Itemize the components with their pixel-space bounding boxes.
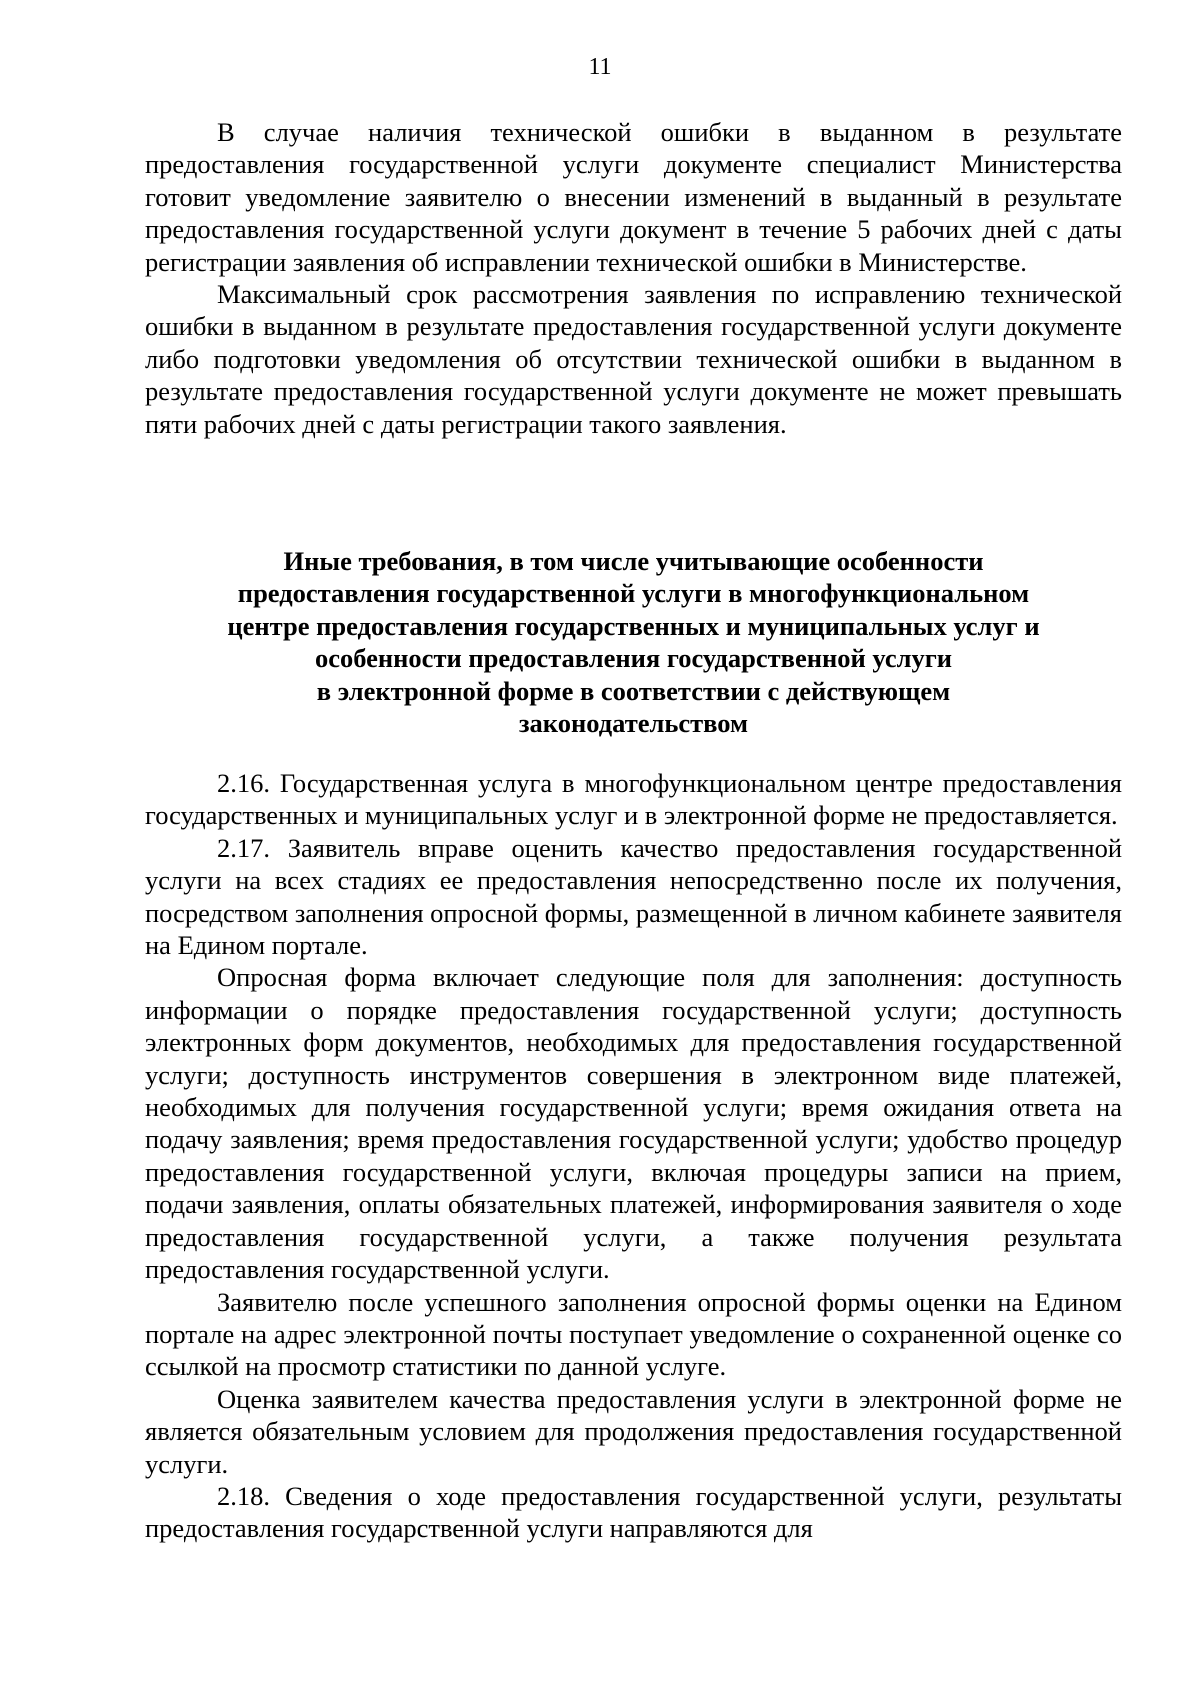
paragraph-2-18: 2.18. Сведения о ходе предоставления государственной услуги, результаты предоставления государственной услуги направляются для [145, 1480, 1122, 1544]
section-heading-line: в электронной форме в соответствии с действующем [316, 675, 951, 706]
section-heading-line: особенности предоставления государственной услуги [314, 643, 953, 674]
paragraph-2-17: 2.17. Заявитель вправе оценить качество предоставления государственной услуги на всех стадиях ее предоставления непосредственно после их получения, посредством заполнения опросной формы, размещенной в личном кабинете заявителя на Едином портале. [145, 832, 1122, 961]
bottom-text-block [145, 767, 1122, 1545]
paragraph-technical-error-notice: В случае наличия технической ошибки в выданном в результате предоставления государственной услуги документе специалист Министерства готовит уведомление заявителю о внесении изменений в выданный в результате предоставления государственной услуги документ в течение 5 рабочих дней с даты регистрации заявления об исправлении технической ошибки в Министерстве. [145, 117, 1122, 277]
paragraph-survey-form: Опросная форма включает следующие поля для заполнения: доступность информации о порядке предоставления государственной услуги; доступность электронных форм документов, необходимых для предоставления государственной услуги; доступность инструментов совершения в электронном виде платежей, необходимых для получения государственной услуги; время ожидания ответа на подачу заявления; время предоставления государственной услуги; удобство процедур предоставления государственной услуги, включая процедуры записи на прием, подачи заявления, оплаты обязательных платежей, информирования заявителя о ходе предоставления государственной услуги, а также получения результата предоставления государственной услуги. [145, 962, 1122, 1285]
page-number: 11 [588, 54, 612, 80]
paragraph-max-review-period: Максимальный срок рассмотрения заявления по исправлению технической ошибки в выданном в результате предоставления государственной услуги документе либо подготовки уведомления об отсутствии технической ошибки в выданном в результате предоставления государственной услуги документе не может превышать пяти рабочих дней с даты регистрации такого заявления. [145, 279, 1122, 439]
paragraph-notification: Заявителю после успешного заполнения опросной формы оценки на Едином портале на адрес электронной почты поступает уведомление о сохраненной оценке со ссылкой на просмотр статистики по данной услуге. [145, 1286, 1122, 1382]
paragraph-evaluation-optional: Оценка заявителем качества предоставления услуги в электронной форме не является обязательным условием для продолжения предоставления государственной услуги. [145, 1383, 1122, 1479]
section-heading-line: центре предоставления государственных и муниципальных услуг и [227, 610, 1040, 641]
section-heading-line: Иные требования, в том числе учитывающие особенности [283, 546, 984, 576]
top-text-block [145, 116, 1122, 440]
section-heading [145, 545, 1122, 739]
section-heading-line: законодательством [518, 708, 749, 739]
section-heading-line: предоставления государственной услуги в многофункциональном [237, 578, 1030, 609]
paragraph-2-16: 2.16. Государственная услуга в многофункциональном центре предоставления государственных и муниципальных услуг и в электронной форме не предоставляется. [145, 768, 1122, 831]
